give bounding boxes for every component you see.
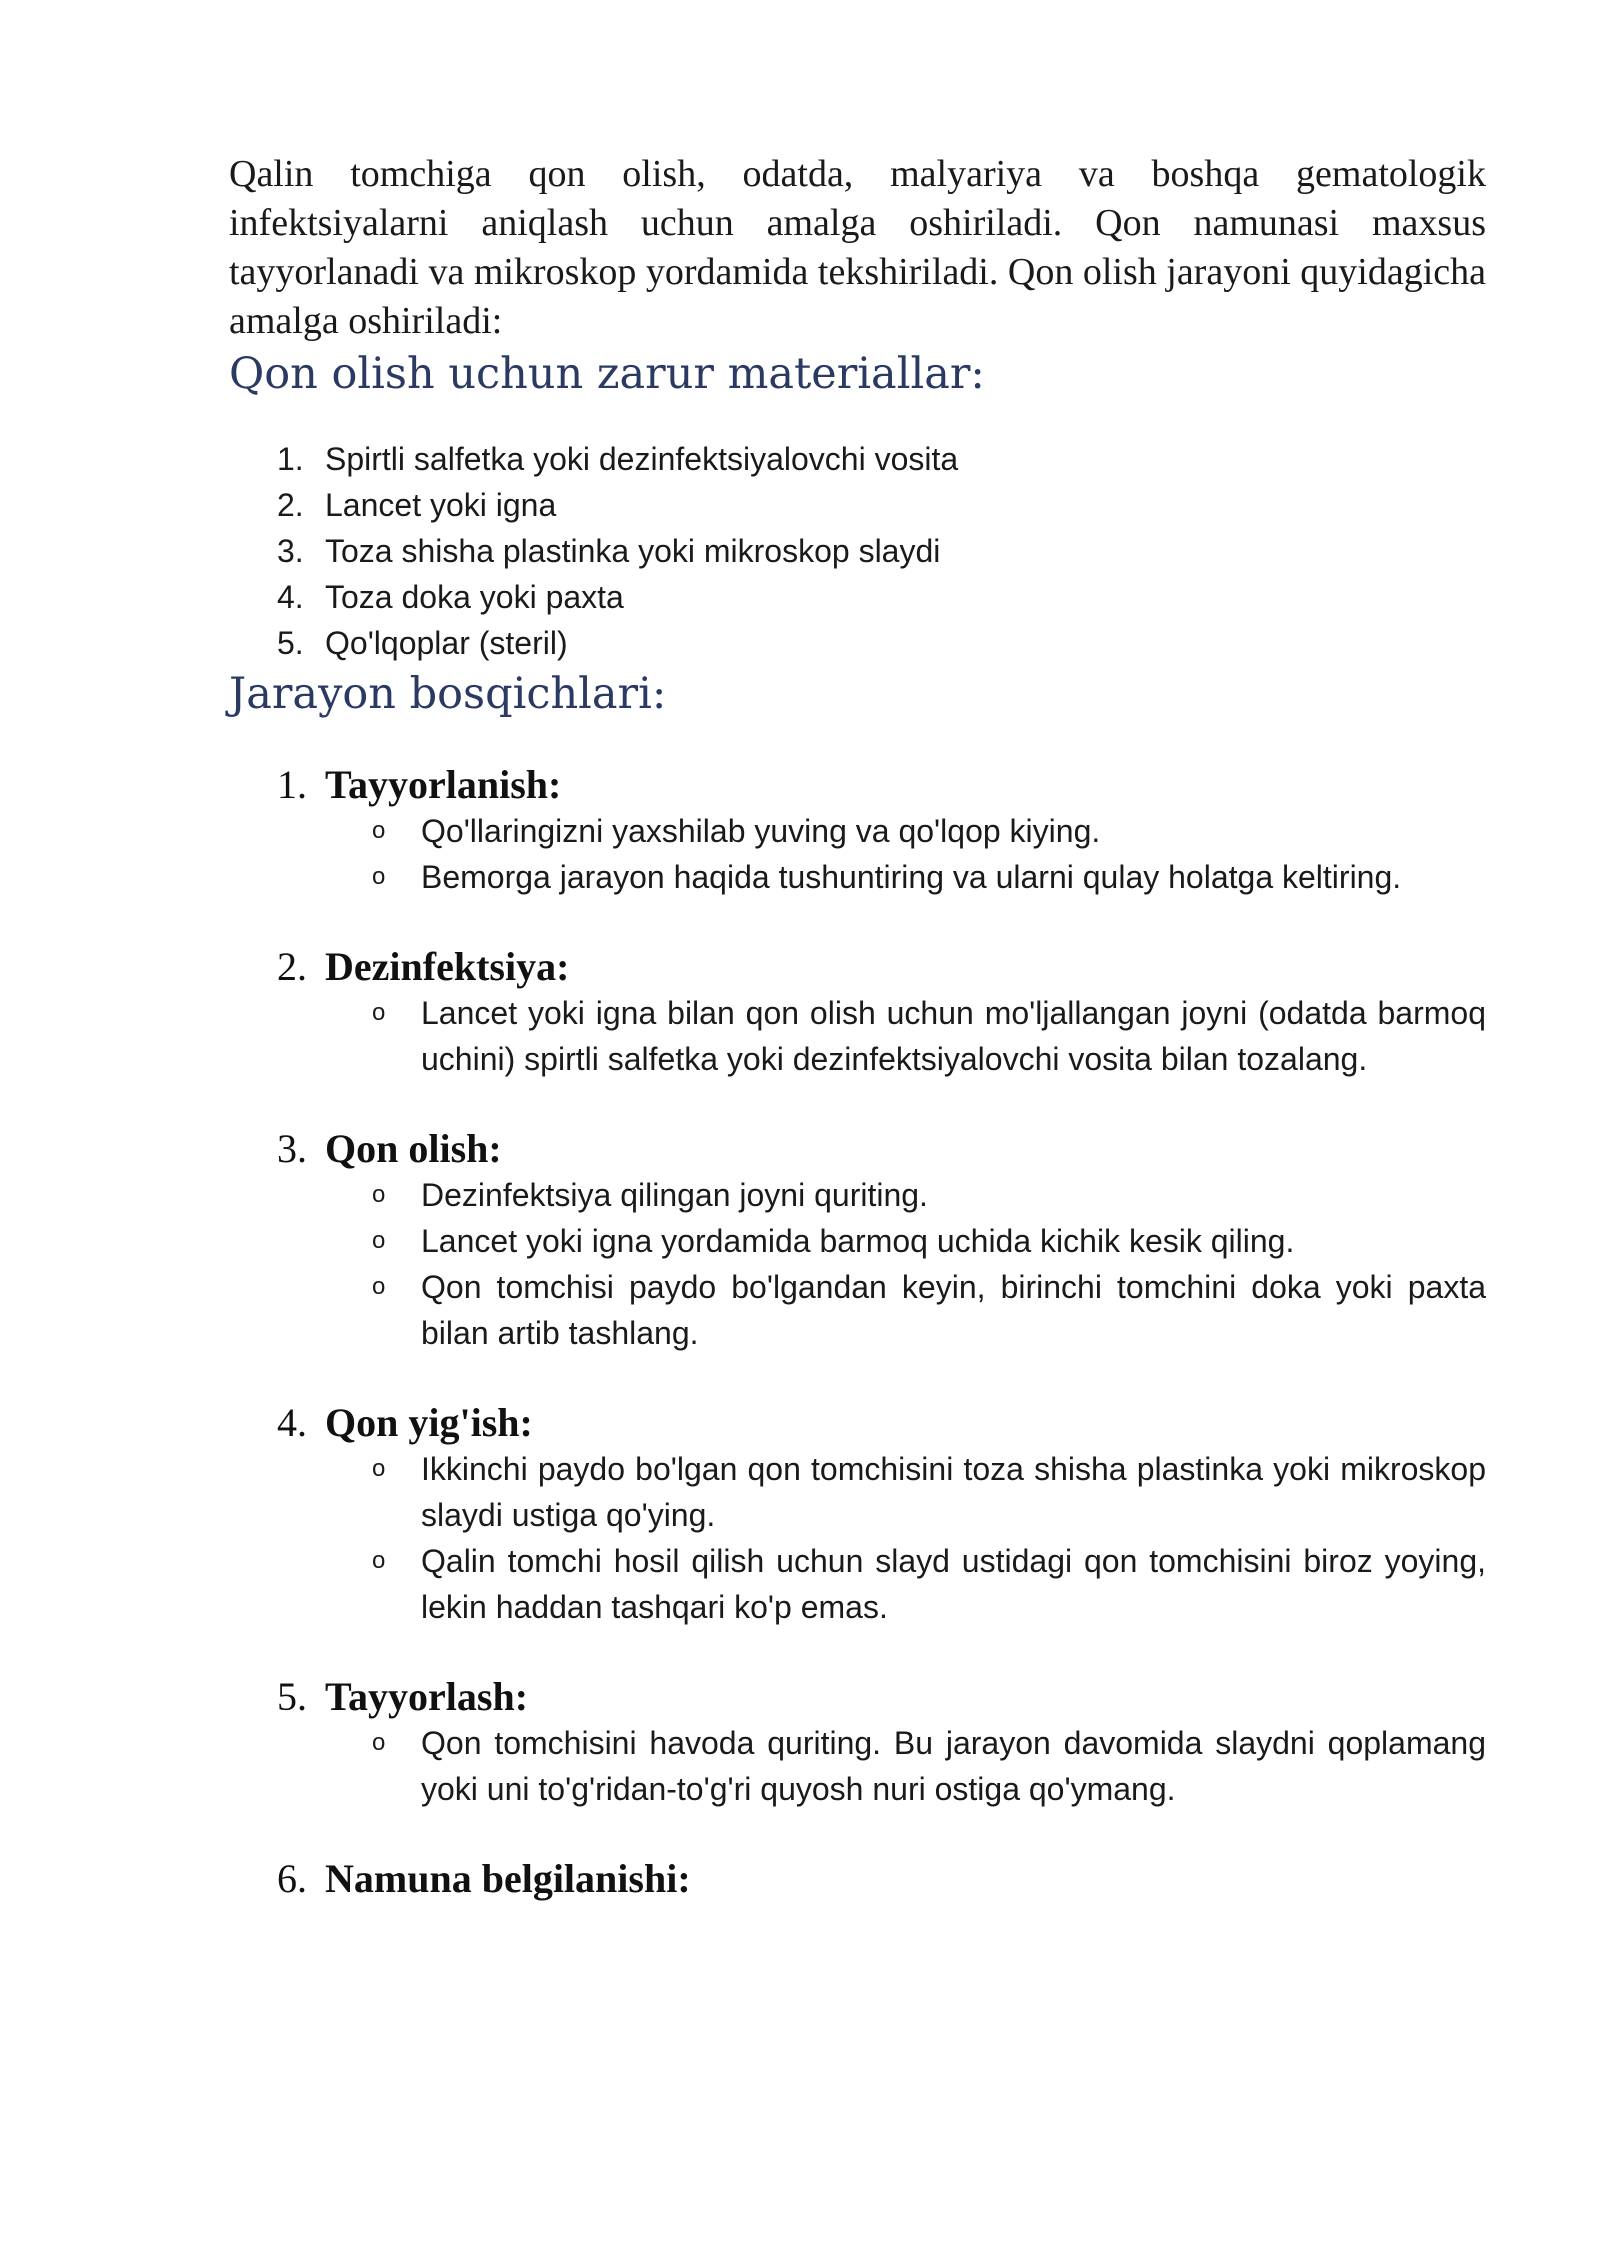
- bullet-icon: o: [372, 1227, 386, 1254]
- materials-list: [229, 436, 1486, 666]
- sub-item-text: Qo'llaringizni yaxshilab yuving va qo'lqop kiying.: [421, 813, 1101, 849]
- step-6: [229, 1856, 1486, 1902]
- sub-item: [229, 1720, 1486, 1812]
- sub-item-text: Lancet yoki igna bilan qon olish uchun mo'ljallangan joyni (odatda barmoq uchini) spirtli salfetka yoki dezinfektsiyalovchi vosita bilan tozalang.: [421, 995, 1486, 1077]
- step-title-text: Dezinfektsiya:: [325, 944, 570, 989]
- sub-item: [229, 808, 1486, 854]
- sub-item-text: Dezinfektsiya qilingan joyni quriting.: [421, 1177, 928, 1213]
- list-item: [229, 620, 1486, 666]
- step-4: [229, 1400, 1486, 1630]
- document-page: [229, 150, 1486, 1902]
- list-item-text: Toza shisha plastinka yoki mikroskop slaydi: [325, 533, 941, 569]
- step-title-text: Qon yig'ish:: [325, 1400, 533, 1445]
- bullet-icon: o: [372, 1181, 386, 1208]
- bullet-icon: o: [372, 863, 386, 890]
- step-sub-list: [229, 1446, 1486, 1630]
- step-title: [229, 944, 1486, 990]
- step-1: [229, 762, 1486, 900]
- step-5: [229, 1674, 1486, 1812]
- bullet-icon: o: [372, 1455, 386, 1482]
- list-item: [229, 482, 1486, 528]
- list-item-number: 2.: [277, 487, 304, 523]
- step-sub-list: [229, 1720, 1486, 1812]
- sub-item: [229, 1264, 1486, 1356]
- list-item-text: Toza doka yoki paxta: [325, 579, 624, 615]
- sub-item: [229, 990, 1486, 1082]
- step-number: 6.: [277, 1856, 307, 1901]
- step-number: 4.: [277, 1400, 307, 1445]
- sub-item-text: Ikkinchi paydo bo'lgan qon tomchisini toza shisha plastinka yoki mikroskop slaydi ustiga qo'ying.: [421, 1451, 1486, 1533]
- step-title-text: Qon olish:: [325, 1126, 502, 1171]
- sub-item: [229, 1446, 1486, 1538]
- step-title-text: Tayyorlanish:: [325, 762, 562, 807]
- step-sub-list: [229, 990, 1486, 1082]
- step-title: [229, 1674, 1486, 1720]
- step-title: [229, 1126, 1486, 1172]
- step-number: 2.: [277, 944, 307, 989]
- list-item-text: Qo'lqoplar (steril): [325, 625, 568, 661]
- list-item-number: 4.: [277, 579, 304, 615]
- sub-item-text: Bemorga jarayon haqida tushuntiring va ularni qulay holatga keltiring.: [421, 859, 1402, 895]
- list-item: [229, 436, 1486, 482]
- list-item-text: Spirtli salfetka yoki dezinfektsiyalovchi vosita: [325, 441, 959, 477]
- step-number: 1.: [277, 762, 307, 807]
- step-title: [229, 1400, 1486, 1446]
- bullet-icon: o: [372, 999, 386, 1026]
- step-sub-list: [229, 808, 1486, 900]
- sub-item-text: Qon tomchisini havoda quriting. Bu jarayon davomida slaydni qoplamang yoki uni to'g'ridan-to'g'ri quyosh nuri ostiga qo'ymang.: [421, 1725, 1486, 1807]
- step-title-text: Namuna belgilanishi:: [325, 1856, 691, 1901]
- sub-item: [229, 1538, 1486, 1630]
- bullet-icon: o: [372, 1729, 386, 1756]
- list-item-text: Lancet yoki igna: [325, 487, 557, 523]
- step-title: [229, 1856, 1486, 1902]
- sub-item-text: Lancet yoki igna yordamida barmoq uchida kichik kesik qiling.: [421, 1223, 1295, 1259]
- sub-item: [229, 854, 1486, 900]
- materials-heading: Qon olish uchun zarur materiallar:: [229, 349, 985, 399]
- bullet-icon: o: [372, 1547, 386, 1574]
- list-item: [229, 528, 1486, 574]
- bullet-icon: o: [372, 817, 386, 844]
- list-item: [229, 574, 1486, 620]
- step-title: [229, 762, 1486, 808]
- intro-paragraph: Qalin tomchiga qon olish, odatda, malyariya va boshqa gematologik infektsiyalarni aniqlash uchun amalga oshiriladi. Qon namunasi maxsus tayyorlanadi va mikroskop yordamida tekshiriladi. Qon olish jarayoni quyidagicha amalga oshiriladi:: [229, 153, 1486, 342]
- list-item-number: 5.: [277, 625, 304, 661]
- step-sub-list: [229, 1172, 1486, 1356]
- step-title-text: Tayyorlash:: [325, 1674, 529, 1719]
- sub-item: [229, 1218, 1486, 1264]
- step-2: [229, 944, 1486, 1082]
- bullet-icon: o: [372, 1273, 386, 1300]
- steps-heading: Jarayon bosqichlari:: [229, 669, 667, 719]
- step-number: 5.: [277, 1674, 307, 1719]
- sub-item-text: Qalin tomchi hosil qilish uchun slayd ustidagi qon tomchisini biroz yoying, lekin haddan tashqari ko'p emas.: [421, 1543, 1486, 1625]
- step-number: 3.: [277, 1126, 307, 1171]
- step-3: [229, 1126, 1486, 1356]
- list-item-number: 1.: [277, 441, 304, 477]
- sub-item-text: Qon tomchisi paydo bo'lgandan keyin, birinchi tomchini doka yoki paxta bilan artib tashlang.: [421, 1269, 1486, 1351]
- sub-item: [229, 1172, 1486, 1218]
- list-item-number: 3.: [277, 533, 304, 569]
